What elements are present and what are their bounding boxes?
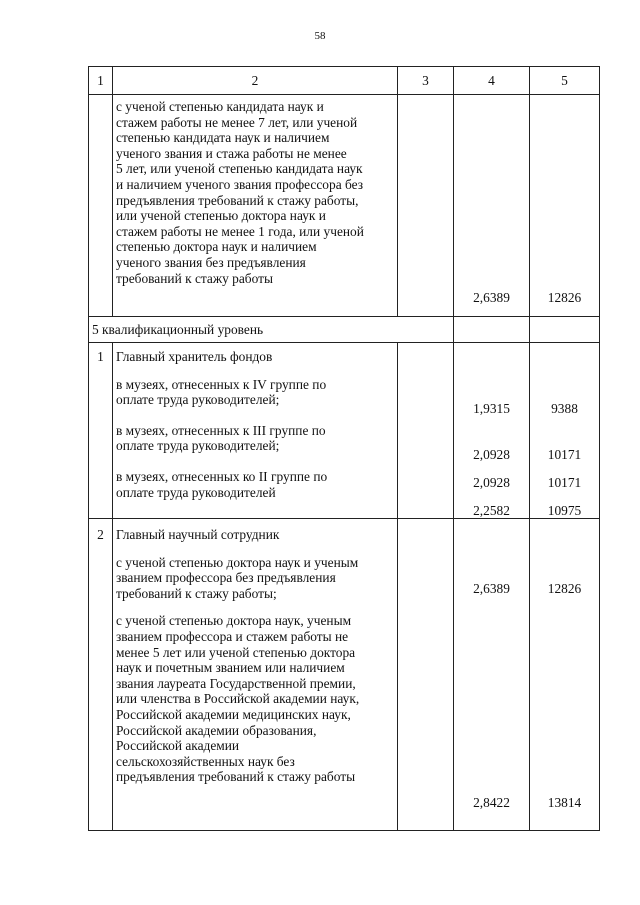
coefficient-value: 2,2582: [473, 503, 510, 518]
coefficient-value: 2,0928: [473, 447, 510, 462]
coefficient-value: 1,9315: [473, 401, 510, 416]
description-line: предъявления требований к стажу работы,: [116, 192, 359, 208]
description-line: ученого звания и стажа работы не менее: [116, 145, 347, 161]
row-number-cell: [89, 95, 113, 317]
description-line: стажем работы не менее 1 года, или ученой: [116, 223, 364, 239]
qualification-level-cell: [89, 317, 454, 343]
salary-cell: [530, 343, 600, 519]
coefficient-value: 2,6389: [473, 581, 510, 596]
description-line: оплате труда руководителей: [116, 484, 276, 500]
description-line: сельскохозяйственных наук без: [116, 753, 295, 769]
salary-value: 10171: [547, 475, 582, 490]
col-3-cell: [398, 519, 454, 831]
header-col-5: 5: [530, 67, 600, 95]
salary-cell: [530, 519, 600, 831]
salary-value: 12826: [547, 290, 582, 305]
description-line: в музеях, отнесенных ко II группе по: [116, 468, 328, 484]
salary-value: 12826: [547, 581, 582, 596]
page-number: 58: [314, 30, 326, 42]
description-line: степенью доктора наук и наличием: [116, 239, 317, 255]
col-3-cell: [398, 95, 454, 317]
header-col-4: 4: [454, 67, 530, 95]
description-line: в музеях, отнесенных к IV группе по: [116, 376, 327, 392]
table-header-row: [89, 67, 600, 95]
description-line: требований к стажу работы;: [116, 585, 277, 601]
salary-cell: [530, 95, 600, 317]
description-line: 5 лет, или ученой степенью кандидата наук: [116, 161, 363, 177]
table-row: [89, 519, 600, 831]
coefficient-cell: [454, 317, 530, 343]
position-description: [113, 95, 398, 317]
description-line: с ученой степенью доктора наук и ученым: [116, 554, 359, 570]
description-line: или ученой степенью доктора наук и: [116, 208, 326, 224]
coefficient-value: 2,8422: [473, 795, 510, 810]
description-line: оплате труда руководителей;: [116, 392, 280, 408]
description-line: ученого звания без предъявления: [116, 254, 306, 270]
description-line: в музеях, отнесенных к III группе по: [116, 422, 326, 438]
description-line: степенью кандидата наук и наличием: [116, 130, 330, 146]
description-line: с ученой степенью кандидата наук и: [116, 99, 324, 114]
description-line: оплате труда руководителей;: [116, 438, 280, 454]
description-line: менее 5 лет или ученой степенью доктора: [116, 644, 356, 660]
header-col-2: 2: [113, 67, 398, 95]
salary-value: 9388: [551, 401, 578, 416]
header-col-3: 3: [398, 67, 454, 95]
col-3-cell: [398, 343, 454, 519]
description-line: званием профессора и стажем работы не: [116, 628, 349, 644]
description-line: звания лауреата Государственной премии,: [116, 675, 356, 691]
table-row: [89, 343, 600, 519]
description-line: предъявления требований к стажу работы: [116, 769, 356, 785]
description-line: с ученой степенью доктора наук, ученым: [116, 613, 352, 629]
salary-table: [88, 66, 600, 831]
table-row: [89, 95, 600, 317]
description-line: Российской академии: [116, 738, 240, 754]
coefficient-cell: [454, 519, 530, 831]
position-title: Главный научный сотрудник: [116, 527, 280, 542]
qualification-level-row: [89, 317, 600, 343]
salary-cell: [530, 317, 600, 343]
coefficient-cell: [454, 95, 530, 317]
coefficient-value: 2,0928: [473, 475, 510, 490]
description-line: и наличием ученого звания профессора без: [116, 176, 364, 192]
qualification-level-label: 5 квалификационный уровень: [92, 321, 264, 337]
description-line: требований к стажу работы: [116, 270, 273, 286]
description-line: званием профессора без предъявления: [116, 570, 336, 586]
coefficient-cell: [454, 343, 530, 519]
row-number: 2: [89, 519, 113, 831]
salary-value: 10171: [547, 447, 582, 462]
row-number: 1: [89, 343, 113, 519]
salary-value: 10975: [547, 503, 582, 518]
position-title: Главный хранитель фондов: [116, 349, 273, 364]
description-line: или членства в Российской академии наук,: [116, 691, 360, 707]
description-line: стажем работы не менее 7 лет, или ученой: [116, 114, 358, 130]
description-line: наук и почетным званием или наличием: [116, 660, 345, 676]
header-col-1: 1: [89, 67, 113, 95]
description-line: Российской академии образования,: [116, 722, 317, 738]
position-description: [113, 519, 398, 831]
description-line: Российской академии медицинских наук,: [116, 706, 351, 722]
position-description: [113, 343, 398, 519]
salary-value: 13814: [547, 795, 582, 810]
coefficient-value: 2,6389: [473, 290, 510, 305]
